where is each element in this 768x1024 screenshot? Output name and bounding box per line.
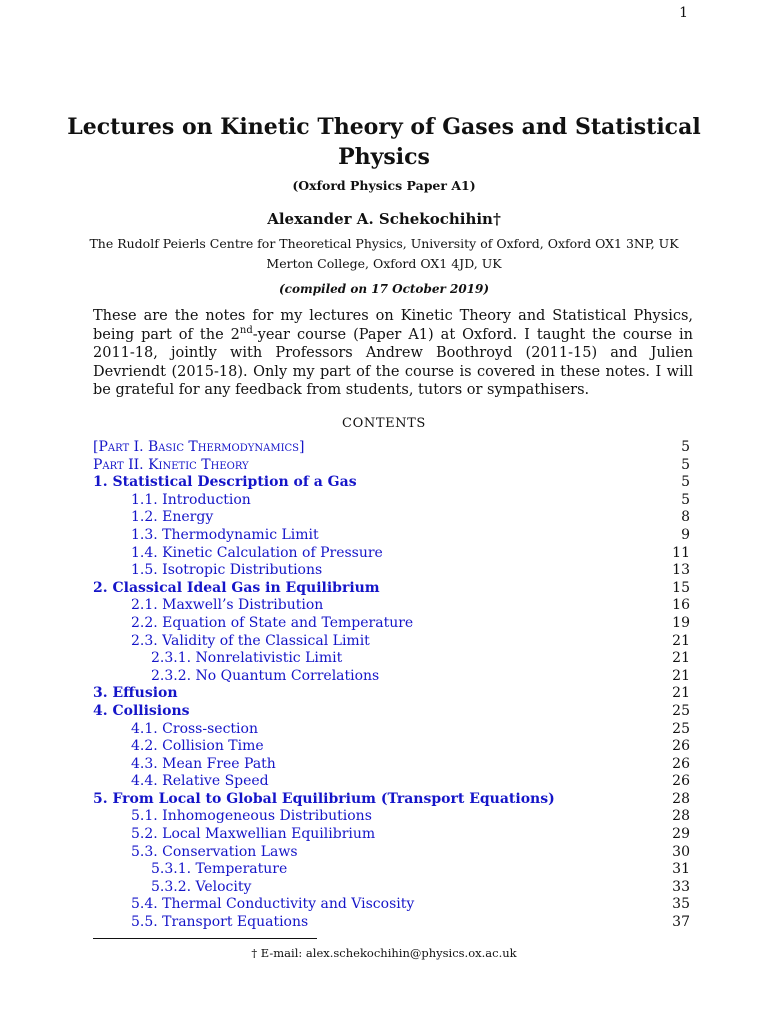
table-of-contents [93, 439, 690, 932]
toc-entry-page: 29 [672, 826, 690, 843]
toc-entry-page: 35 [672, 896, 690, 913]
toc-entry[interactable] [93, 738, 690, 756]
toc-entry[interactable] [93, 527, 690, 545]
toc-entry-page: 21 [672, 650, 690, 667]
toc-entry-title[interactable]: 2.2. Equation of State and Temperature [131, 614, 414, 631]
abstract [93, 307, 693, 400]
toc-entry-page: 28 [672, 790, 690, 807]
toc-entry-page: 28 [672, 808, 690, 825]
toc-entry-title[interactable]: 5.5. Transport Equations [131, 914, 309, 931]
toc-entry[interactable] [93, 633, 690, 651]
toc-entry-title[interactable]: 5.3.1. Temperature [151, 861, 288, 878]
paper-title: Lectures on Kinetic Theory of Gases and Statistical Physics [67, 114, 701, 170]
toc-entry-title[interactable]: 1.4. Kinetic Calculation of Pressure [131, 544, 383, 561]
toc-entry-title[interactable]: 4. Collisions [93, 702, 190, 719]
toc-entry-title[interactable]: 2.3. Validity of the Classical Limit [131, 632, 370, 649]
toc-entry-title[interactable]: 1.3. Thermodynamic Limit [131, 526, 319, 543]
toc-entry-title[interactable]: Part II. Kinetic Theory [93, 456, 249, 473]
page-number: 1 [679, 5, 688, 21]
toc-entry-page: 26 [672, 755, 690, 772]
toc-entry-title[interactable]: 2.1. Maxwell’s Distribution [131, 597, 324, 614]
toc-entry-page: 8 [681, 509, 690, 526]
toc-entry[interactable] [93, 791, 690, 809]
toc-entry[interactable] [93, 615, 690, 633]
toc-entry[interactable] [93, 896, 690, 914]
toc-entry-page: 5 [681, 439, 690, 455]
toc-entry[interactable] [93, 844, 690, 862]
compiled-date: (compiled on 17 October 2019) [278, 282, 490, 296]
toc-entry-title[interactable]: 5.4. Thermal Conductivity and Viscosity [131, 896, 415, 913]
affiliation-2: Merton College, Oxford OX1 4JD, UK [266, 256, 502, 271]
toc-entry[interactable] [93, 685, 690, 703]
toc-entry-page: 5 [681, 491, 690, 508]
toc-entry[interactable] [93, 439, 690, 457]
toc-entry-page: 9 [681, 526, 690, 543]
toc-entry-title[interactable]: 5.1. Inhomogeneous Distributions [131, 808, 372, 825]
toc-entry-page: 25 [672, 720, 690, 737]
toc-entry-title[interactable]: 4.4. Relative Speed [131, 773, 269, 790]
toc-entry-title[interactable]: 4.2. Collision Time [131, 738, 264, 755]
toc-entry[interactable] [93, 474, 690, 492]
toc-entry-page: 31 [672, 861, 690, 878]
toc-entry-title[interactable]: 5.3.2. Velocity [151, 878, 252, 895]
toc-entry-page: 15 [672, 579, 690, 596]
toc-entry-page: 13 [672, 562, 690, 579]
toc-entry[interactable] [93, 914, 690, 932]
toc-entry[interactable] [93, 580, 690, 598]
toc-entry[interactable] [93, 879, 690, 897]
toc-entry-page: 33 [672, 878, 690, 895]
toc-entry-title[interactable]: [Part I. Basic Thermodynamics] [93, 439, 305, 455]
toc-entry-title[interactable]: 5.2. Local Maxwellian Equilibrium [131, 826, 376, 843]
toc-entry[interactable] [93, 773, 690, 791]
abstract-text-end: -year course (Paper A1) at Oxford. I taught the course in 2011-18, jointly with Professors Andrew Boothroyd (2011-15) and Julien Devriendt (2015-18). Only my part of the course is covered in these notes. I will be grateful for any feedback from students, tutors or sympathisers. [93, 326, 693, 398]
toc-entry[interactable] [93, 703, 690, 721]
contents-heading: CONTENTS [342, 416, 426, 431]
toc-entry[interactable] [93, 597, 690, 615]
affiliation-1: The Rudolf Peierls Centre for Theoretical Physics, University of Oxford, Oxford OX1 3NP, UK [89, 236, 679, 251]
footnote-rule [93, 938, 317, 939]
toc-entry-page: 16 [672, 597, 690, 614]
toc-entry[interactable] [93, 826, 690, 844]
toc-entry-title[interactable]: 4.3. Mean Free Path [131, 755, 276, 772]
toc-entry[interactable] [93, 509, 690, 527]
toc-entry[interactable] [93, 650, 690, 668]
toc-entry-title[interactable]: 2. Classical Ideal Gas in Equilibrium [93, 579, 380, 596]
toc-entry[interactable] [93, 492, 690, 510]
toc-entry-page: 21 [672, 667, 690, 684]
footnote: † E-mail: alex.schekochihin@physics.ox.ac.uk [251, 946, 517, 960]
toc-entry-page: 21 [672, 685, 690, 702]
toc-entry[interactable] [93, 562, 690, 580]
abstract-text-start: These are the notes for my lectures on Kinetic Theory and Statistical Physics, being part of the 2 [93, 308, 693, 343]
toc-entry-title[interactable]: 1.5. Isotropic Distributions [131, 562, 323, 579]
toc-entry-page: 37 [672, 914, 690, 931]
toc-entry-page: 19 [672, 614, 690, 631]
toc-entry[interactable] [93, 668, 690, 686]
toc-entry-page: 5 [681, 456, 690, 473]
abstract-superscript: nd [239, 324, 253, 336]
toc-entry-page: 26 [672, 773, 690, 790]
toc-entry-title[interactable]: 1. Statistical Description of a Gas [93, 474, 357, 491]
toc-entry[interactable] [93, 721, 690, 739]
toc-entry-page: 30 [672, 843, 690, 860]
toc-entry-title[interactable]: 5.3. Conservation Laws [131, 843, 298, 860]
toc-entry-title[interactable]: 1.2. Energy [131, 509, 214, 526]
toc-entry[interactable] [93, 756, 690, 774]
author-name: Alexander A. Schekochihin† [267, 210, 501, 228]
toc-entry-page: 21 [672, 632, 690, 649]
toc-entry-title[interactable]: 2.3.2. No Quantum Correlations [151, 667, 380, 684]
toc-entry[interactable] [93, 545, 690, 563]
toc-entry-title[interactable]: 4.1. Cross-section [131, 720, 258, 737]
toc-entry-page: 25 [672, 702, 690, 719]
toc-entry-title[interactable]: 2.3.1. Nonrelativistic Limit [151, 650, 343, 667]
toc-entry-page: 5 [681, 474, 690, 491]
paper-subtitle: (Oxford Physics Paper A1) [292, 178, 476, 193]
toc-entry[interactable] [93, 457, 690, 475]
toc-entry-title[interactable]: 3. Effusion [93, 685, 178, 702]
toc-entry[interactable] [93, 861, 690, 879]
toc-entry[interactable] [93, 808, 690, 826]
toc-entry-title[interactable]: 5. From Local to Global Equilibrium (Transport Equations) [93, 790, 555, 807]
toc-entry-title[interactable]: 1.1. Introduction [131, 491, 251, 508]
toc-entry-page: 26 [672, 738, 690, 755]
toc-entry-page: 11 [672, 544, 690, 561]
